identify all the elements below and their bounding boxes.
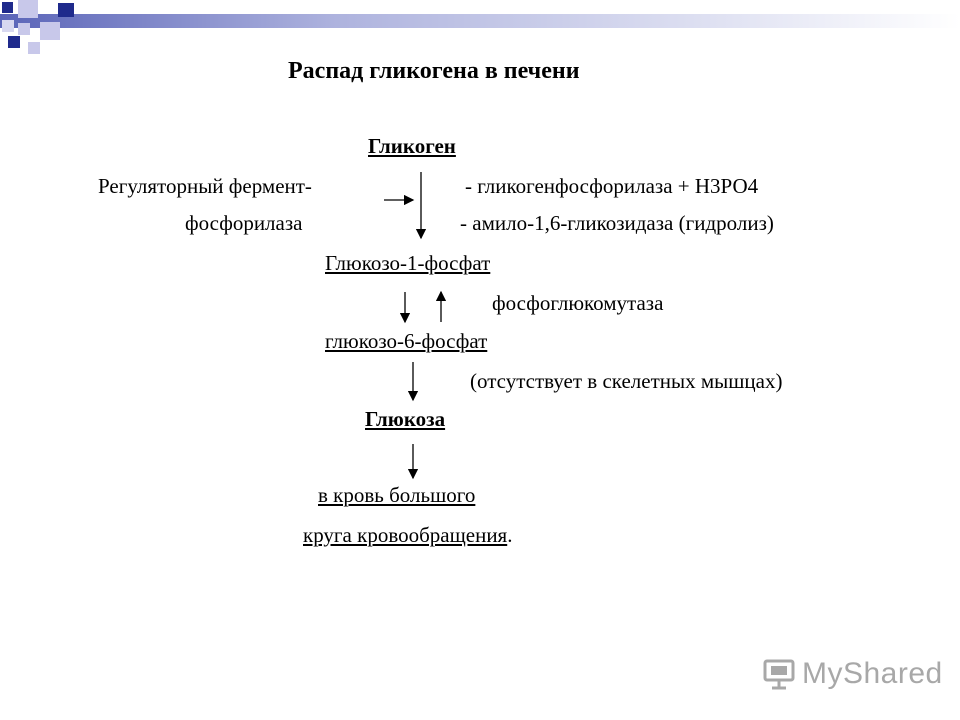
watermark-logo [762,654,943,694]
glucose-1-phosphate-label: Глюкозо-1-фосфат [325,251,491,275]
glucose-6-phosphate-label: глюкозо-6-фосфат [325,329,488,353]
amylo-glucosidase-label: - амило-1,6-гликозидаза (гидролиз) [460,211,774,235]
phosphoglucomutase-label: фосфоглюкомутаза [492,291,664,315]
glycogen-phosphorylase-label: - гликогенфосфорилаза + Н3РО4 [465,174,759,198]
circulation-label: круга кровообращения [303,523,508,547]
phosphorylase-label: фосфорилаза [185,211,303,235]
slide-title: Распад гликогена в печени [288,58,580,84]
period-label: . [507,523,513,547]
glucose-label: Глюкоза [365,407,446,431]
presentation-board-icon [762,657,796,691]
glycogen-label: Гликоген [368,134,456,158]
absent-note-label: (отсутствует в скелетных мышцах) [470,369,783,393]
regulatory-enzyme-label: Регуляторный фермент- [98,174,312,198]
watermark-text: MyShared [802,657,943,690]
into-blood-label: в кровь большого [318,483,476,507]
